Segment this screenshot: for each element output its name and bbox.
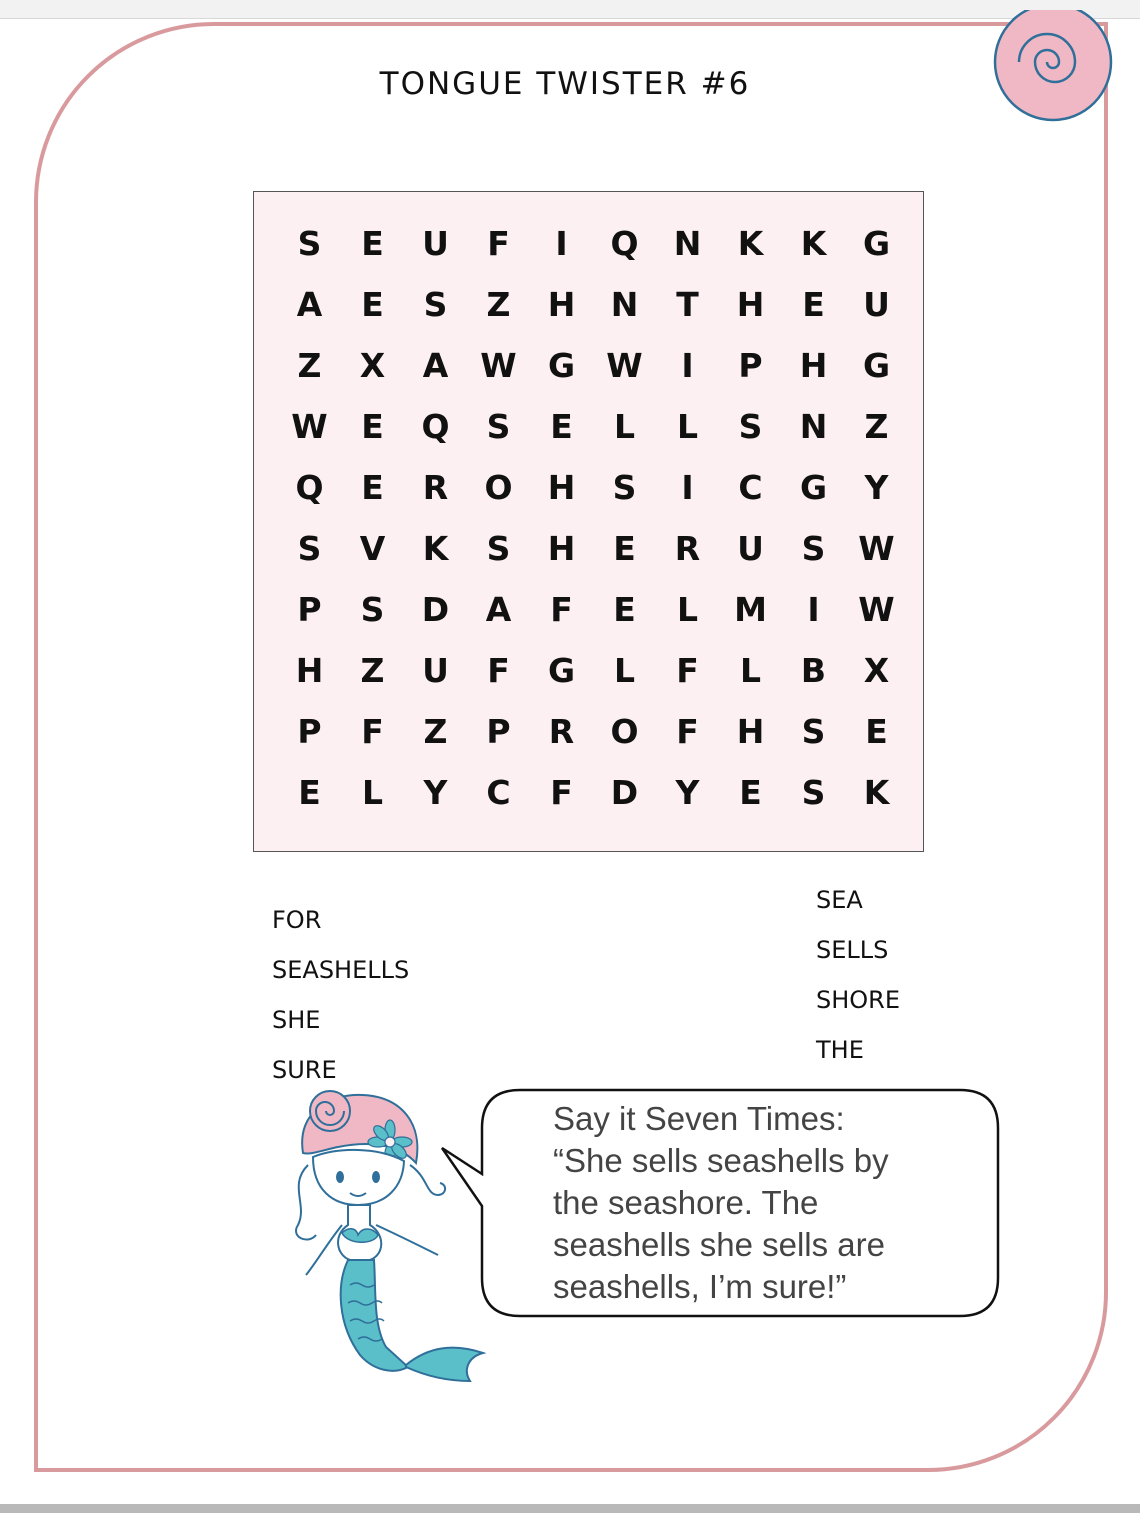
grid-letter: L — [676, 590, 699, 629]
grid-letter: Z — [486, 285, 511, 324]
word-list-item: SHE — [272, 1006, 321, 1034]
grid-letter: E — [865, 712, 888, 751]
grid-letter: W — [606, 346, 643, 385]
word-list-item: FOR — [272, 906, 322, 934]
grid-letter: Z — [360, 651, 385, 690]
speech-bubble-text — [553, 1098, 978, 1308]
word-list-item: SEA — [816, 886, 863, 914]
grid-letter: D — [421, 590, 450, 629]
grid-letter: L — [676, 407, 699, 446]
word-list-item: SELLS — [816, 936, 889, 964]
grid-row — [278, 457, 908, 518]
grid-letter: Z — [864, 407, 889, 446]
bottom-scroll-strip — [0, 1504, 1140, 1513]
grid-row — [278, 701, 908, 762]
grid-letter: Y — [423, 773, 448, 812]
grid-letter: U — [422, 224, 449, 263]
grid-letter: S — [360, 590, 385, 629]
grid-letter: L — [739, 651, 762, 690]
grid-letter: H — [295, 651, 324, 690]
grid-letter: W — [291, 407, 328, 446]
grid-letter: F — [550, 590, 573, 629]
grid-letter: E — [361, 407, 384, 446]
bubble-heading: Say it Seven Times: — [553, 1100, 845, 1137]
grid-letter: K — [422, 529, 449, 568]
grid-letter: C — [486, 773, 511, 812]
grid-letter: S — [801, 712, 826, 751]
grid-letter: E — [739, 773, 762, 812]
grid-letter: W — [480, 346, 517, 385]
grid-letter: R — [548, 712, 575, 751]
grid-letter: Q — [610, 224, 639, 263]
grid-letter: Y — [864, 468, 889, 507]
grid-letter: F — [487, 651, 510, 690]
word-list-item: THE — [816, 1036, 864, 1064]
grid-letter: P — [738, 346, 763, 385]
grid-letter: M — [734, 590, 767, 629]
grid-letter: A — [296, 285, 323, 324]
word-list-item: SURE — [272, 1056, 337, 1084]
grid-letter: I — [807, 590, 820, 629]
word-list-item: SEASHELLS — [272, 956, 410, 984]
grid-letter: I — [681, 346, 694, 385]
grid-letter: Z — [423, 712, 448, 751]
grid-letter: H — [736, 285, 765, 324]
grid-letter: I — [555, 224, 568, 263]
grid-letter: U — [863, 285, 890, 324]
grid-letter: E — [361, 224, 384, 263]
grid-letter: E — [613, 590, 636, 629]
grid-letter: X — [863, 651, 890, 690]
grid-letter: K — [737, 224, 764, 263]
grid-letter: Y — [675, 773, 700, 812]
grid-letter: D — [610, 773, 639, 812]
grid-letter: F — [676, 651, 699, 690]
grid-letter: H — [547, 285, 576, 324]
grid-letter: U — [737, 529, 764, 568]
bubble-line: seashells, I’m sure!” — [553, 1268, 847, 1305]
word-list-item: SHORE — [816, 986, 901, 1014]
grid-letter: O — [610, 712, 639, 751]
grid-letter: Q — [421, 407, 450, 446]
grid-letter: S — [801, 773, 826, 812]
grid-letter: C — [738, 468, 763, 507]
grid-row — [278, 274, 908, 335]
grid-letter: Z — [297, 346, 322, 385]
grid-letter: L — [613, 651, 636, 690]
word-list-right — [816, 875, 900, 1075]
grid-letter: F — [676, 712, 699, 751]
grid-row — [278, 213, 908, 274]
grid-letter: L — [613, 407, 636, 446]
grid-letter: G — [547, 651, 576, 690]
grid-letter: H — [547, 468, 576, 507]
grid-row — [278, 518, 908, 579]
grid-letter: S — [612, 468, 637, 507]
grid-letter: F — [361, 712, 384, 751]
grid-row — [278, 396, 908, 457]
grid-letter: Q — [295, 468, 324, 507]
grid-letter: G — [862, 224, 891, 263]
grid-row — [278, 335, 908, 396]
grid-row — [278, 579, 908, 640]
word-list-left — [272, 895, 409, 1095]
grid-letter: N — [673, 224, 702, 263]
grid-letter: E — [550, 407, 573, 446]
grid-letter: S — [297, 529, 322, 568]
grid-letter: S — [486, 529, 511, 568]
grid-letter: H — [736, 712, 765, 751]
grid-letter: H — [799, 346, 828, 385]
grid-letter: G — [862, 346, 891, 385]
grid-letter: E — [298, 773, 321, 812]
grid-letter: S — [486, 407, 511, 446]
grid-letter: T — [676, 285, 699, 324]
grid-letter: S — [738, 407, 763, 446]
grid-letter: N — [610, 285, 639, 324]
grid-letter: S — [297, 224, 322, 263]
grid-letter: A — [422, 346, 449, 385]
grid-letter: W — [858, 529, 895, 568]
page-title: TONGUE TWISTER #6 — [379, 66, 751, 102]
grid-letter: P — [486, 712, 511, 751]
grid-letter: N — [799, 407, 828, 446]
grid-row — [278, 762, 908, 823]
grid-letter: A — [485, 590, 512, 629]
grid-letter: S — [801, 529, 826, 568]
grid-letter: X — [359, 346, 386, 385]
grid-letter: R — [422, 468, 449, 507]
grid-letter: K — [863, 773, 890, 812]
grid-letter: F — [550, 773, 573, 812]
grid-letter: B — [800, 651, 827, 690]
grid-letter: R — [674, 529, 701, 568]
bubble-lines — [553, 1140, 978, 1308]
grid-letter: F — [487, 224, 510, 263]
bubble-line: the seashore. The — [553, 1184, 819, 1221]
grid-letter: U — [422, 651, 449, 690]
grid-letter: O — [484, 468, 513, 507]
grid-letter: E — [613, 529, 636, 568]
seashell-icon — [978, 10, 1128, 132]
grid-letter: W — [858, 590, 895, 629]
grid-letter: V — [359, 529, 386, 568]
grid-letter: P — [297, 590, 322, 629]
word-search-grid — [278, 213, 908, 823]
grid-letter: H — [547, 529, 576, 568]
grid-letter: K — [800, 224, 827, 263]
grid-letter: S — [423, 285, 448, 324]
grid-letter: G — [799, 468, 828, 507]
grid-letter: I — [681, 468, 694, 507]
bubble-line: “She sells seashells by — [553, 1142, 889, 1179]
bubble-line: seashells she sells are — [553, 1226, 885, 1263]
grid-row — [278, 640, 908, 701]
grid-letter: E — [802, 285, 825, 324]
top-toolbar-strip — [0, 0, 1140, 19]
grid-letter: P — [297, 712, 322, 751]
grid-letter: G — [547, 346, 576, 385]
grid-letter: L — [361, 773, 384, 812]
grid-letter: E — [361, 468, 384, 507]
grid-letter: E — [361, 285, 384, 324]
